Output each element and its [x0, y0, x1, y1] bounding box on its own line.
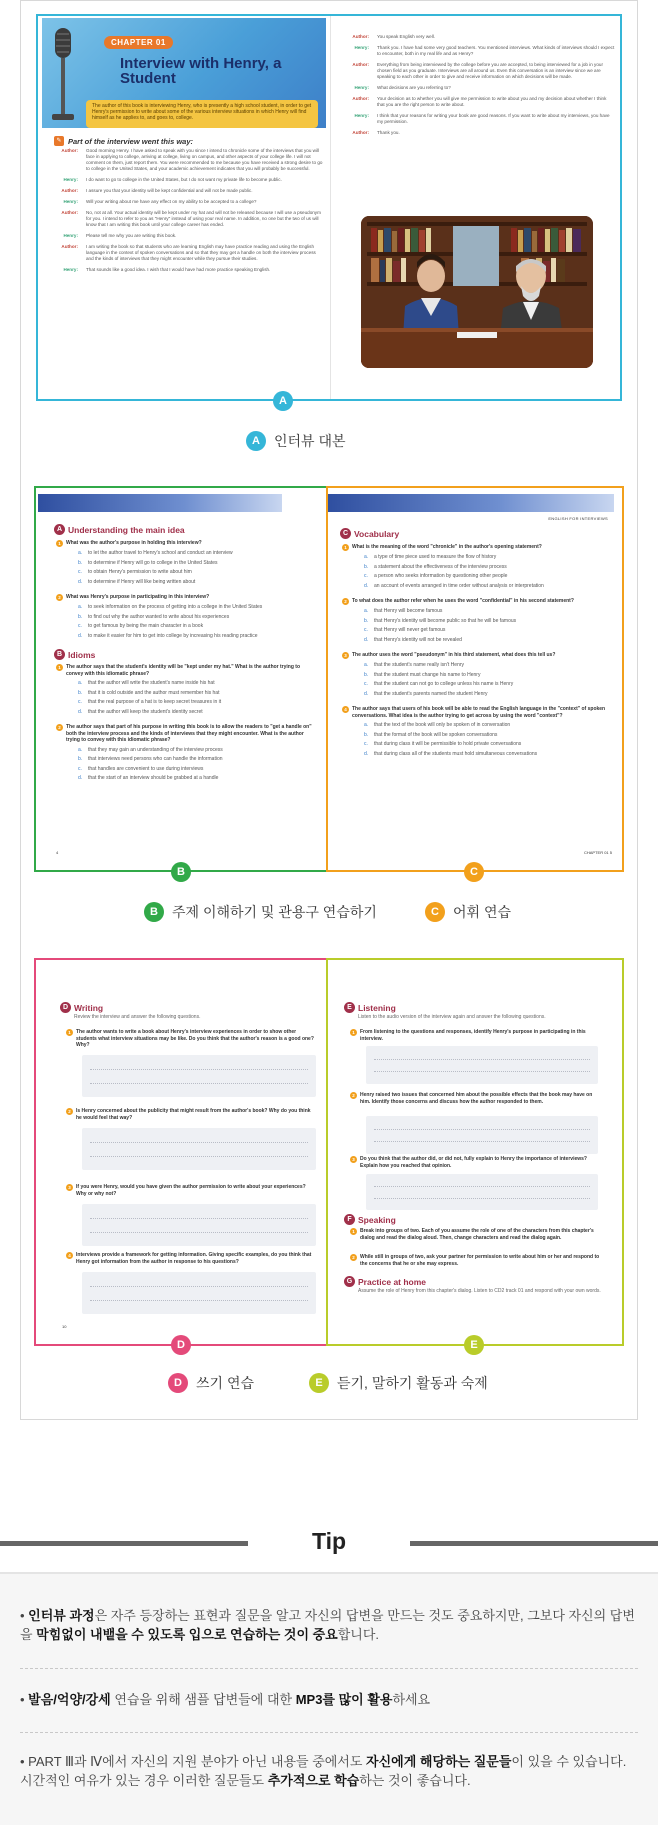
answer-area-1[interactable] — [82, 1055, 316, 1097]
question-text: Do you think that the author did, or did not, fully explain to Henry the importance of interviews? Explain how you reached that opinion. — [360, 1156, 587, 1169]
option[interactable] — [342, 741, 606, 748]
dialog-line — [337, 34, 615, 40]
dialog-right — [337, 34, 615, 141]
option-letter: c. — [364, 681, 368, 687]
tip-divider — [20, 1668, 638, 1669]
marker-d: D — [171, 1335, 191, 1355]
question-text: Interviews provide a framework for getting information. Giving specific examples, do you think that Henry got information from the author in response to his questions? — [76, 1252, 312, 1265]
dialog-line — [46, 267, 324, 273]
question — [56, 724, 312, 744]
option-text: that interviews need persons who can handle the information — [88, 756, 223, 762]
caption-b — [144, 902, 377, 922]
option[interactable] — [342, 751, 606, 758]
tip-text: 합니다. — [337, 1627, 380, 1642]
option-letter: b. — [78, 559, 83, 566]
exercise-letter: G — [344, 1276, 355, 1287]
option-text: to get famous by being the main character in a book — [88, 623, 204, 629]
option[interactable] — [342, 662, 606, 669]
question — [56, 594, 312, 601]
writing-question-2 — [66, 1108, 316, 1121]
question-text: From listening to the questions and responses, identify Henry's purpose in participating in this interview. — [360, 1029, 586, 1042]
option-text: that it is cold outside and the author must remember his hat — [88, 689, 220, 696]
tip-text: 연습을 위해 샘플 답변들에 대한 — [110, 1692, 296, 1707]
marker-b: B — [171, 862, 191, 882]
option-text: that the student must change his name to Henry — [374, 671, 481, 678]
question — [342, 544, 606, 551]
option-letter: b. — [78, 613, 83, 620]
caption-c — [425, 902, 511, 922]
header-subtitle: ENGLISH FOR INTERVIEWS — [548, 516, 608, 521]
question-text: To what does the author refer when he uses the word "confidential" in his second statement? — [352, 598, 574, 604]
question-number: 1 — [350, 1228, 357, 1235]
exercise-instruction: Listen to the audio version of the interview again and answer the following questions. — [358, 1014, 546, 1020]
page-header-band — [328, 494, 614, 521]
caption-a-text: 인터뷰 대본 — [274, 433, 346, 449]
option[interactable] — [342, 732, 606, 739]
option-text: to let the author travel to Henry's school and conduct an interview — [88, 550, 233, 556]
option[interactable] — [342, 672, 606, 679]
line-text: Will your writing about me have any effect on my ability to be accepted to a college? — [86, 199, 257, 204]
tip-bold: 발음/억양/강세 — [28, 1692, 111, 1707]
section-d-writing — [34, 958, 330, 1346]
question-number: 3 — [66, 1184, 73, 1191]
answer-area-1[interactable] — [366, 1046, 598, 1084]
option-text: that Henry will become famous — [374, 608, 443, 614]
dialog-line — [337, 62, 615, 80]
question-number: 2 — [56, 724, 63, 731]
option-letter: a. — [364, 722, 369, 728]
speaker: Henry: — [354, 45, 369, 50]
option[interactable] — [56, 756, 312, 763]
question-number: 1 — [66, 1029, 73, 1036]
page-number: 10 — [62, 1324, 67, 1329]
line-text: You speak English very well. — [377, 34, 436, 39]
section-b-understanding-idioms — [34, 486, 328, 872]
option-text: that Henry will never get famous — [374, 627, 446, 633]
caption-marker-c: C — [425, 902, 445, 922]
page-header-band — [38, 494, 282, 512]
option[interactable] — [342, 564, 606, 571]
option-letter: b. — [364, 563, 369, 570]
exercise-c-title — [340, 528, 399, 539]
tip-title: Tip — [311, 1528, 347, 1554]
option[interactable] — [56, 614, 312, 621]
microphone-icon — [46, 26, 80, 122]
option-text: that the author will keep the student's identity secret — [88, 708, 203, 715]
option[interactable] — [56, 699, 312, 706]
tip-bold: 추가적으로 학습 — [267, 1773, 360, 1788]
section-a-left-page — [38, 16, 330, 399]
section-a-right-page — [330, 16, 622, 399]
speaking-task-1 — [350, 1228, 600, 1241]
option-letter: b. — [364, 617, 369, 624]
exercise-d-title — [60, 1002, 103, 1013]
question-number: 4 — [342, 706, 349, 713]
question-text: What was Henry's purpose in participating in this interview? — [66, 594, 210, 600]
option[interactable] — [56, 775, 312, 782]
option-text: that they may gain an understanding of the interview process — [88, 746, 223, 753]
speaking-task-2 — [350, 1254, 600, 1267]
option[interactable] — [56, 680, 312, 687]
speaker: Henry: — [354, 113, 369, 118]
question-number: 4 — [66, 1252, 73, 1259]
option-letter: a. — [78, 604, 83, 610]
exercise-name: Understanding the main idea — [68, 524, 185, 535]
caption-b-text: 주제 이해하기 및 관용구 연습하기 — [172, 904, 377, 920]
option-text: that during class it will be permissible to hold private conversations — [374, 741, 522, 747]
exercise-letter: C — [340, 528, 351, 539]
question — [342, 598, 606, 605]
dialog-line — [46, 210, 324, 228]
question — [342, 652, 606, 659]
marker-e: E — [464, 1335, 484, 1355]
option-text: that the text of the book will only be spoken of in conversation — [374, 722, 511, 728]
writing-question-3 — [66, 1184, 316, 1197]
caption-e-text: 듣기, 말하기 활동과 숙제 — [337, 1375, 488, 1391]
option[interactable] — [342, 722, 606, 729]
option-text: that handles are convenient to use during interviews — [88, 765, 204, 772]
part-heading — [54, 136, 193, 146]
option-letter: c. — [78, 623, 82, 629]
answer-area-3[interactable] — [82, 1204, 316, 1246]
exercise-letter: E — [344, 1002, 355, 1013]
line-text: Thank you. — [377, 130, 400, 135]
option-text: to make it easier for him to get into college by increasing his reading practice — [88, 632, 258, 639]
line-text: What decisions are you referring to? — [377, 85, 451, 90]
exercise-letter: F — [344, 1214, 355, 1225]
option-text: that the student can not go to college unless his name is Henry — [374, 681, 514, 687]
tip-divider — [20, 1732, 638, 1733]
exercise-letter: D — [60, 1002, 71, 1013]
question-text: The author uses the word "pseudonym" in his third statement, what does this tell us? — [352, 652, 556, 658]
option[interactable] — [342, 681, 606, 688]
chapter-intro: The author of this book is interviewing Henry, who is presently a high school student, in order to get Henry's permission to write about some of the various interview situations in which Henry will find himself as he applies to, and goes to, college. — [86, 100, 318, 128]
option[interactable] — [56, 569, 312, 576]
tip-text: 하세요 — [392, 1692, 431, 1707]
question-text: What was the author's purpose in holding this interview? — [66, 540, 202, 546]
option[interactable] — [342, 554, 606, 561]
homework-instruction: Assume the role of Henry from this chapter's dialog. Listen to CD2 track 01 and respond with your own words. — [358, 1288, 601, 1294]
line-text: I am writing the book so that students who are learning English may have practice reading and using the English language in the context of spoken conversations and so that they may get a handle on both the interview process and the kinds of interviews that they might encounter while they pursue their studies. — [86, 244, 316, 261]
option-letter: a. — [364, 662, 369, 668]
option-text: a statement about the effectiveness of the interview process — [374, 563, 507, 570]
tip-text: 은 자주 등장하는 표현과 질문을 알고 자신의 답변을 만드는 것도 중요하지만, 그보다 자신의 답변을 — [20, 1608, 635, 1642]
option-letter: c. — [78, 699, 82, 705]
option-text: that the real purpose of a hat is to keep secret treasures in it — [88, 699, 222, 705]
option-letter: d. — [364, 582, 369, 589]
exercise-name: Speaking — [358, 1214, 396, 1225]
dialog-line — [46, 233, 324, 239]
speaker: Author: — [352, 96, 369, 101]
pencil-icon: ✎ — [54, 136, 64, 146]
section-c-vocabulary — [326, 486, 624, 872]
exercise-letter: A — [54, 524, 65, 535]
option-letter: d. — [364, 636, 369, 643]
marker-c: C — [464, 862, 484, 882]
option-letter: b. — [364, 731, 369, 738]
answer-area-3[interactable] — [366, 1174, 598, 1210]
question-text: The author says that the student's identity will be "kept under my hat." What is the author trying to convey with this idiomatic phrase? — [66, 664, 301, 677]
option[interactable] — [56, 690, 312, 697]
tip-bold: 인터뷰 과정 — [28, 1608, 95, 1623]
caption-d — [168, 1373, 254, 1393]
line-text: That sounds like a good idea. I wish that I would have had more practice speaking English. — [86, 267, 271, 272]
speaker: Author: — [61, 244, 78, 249]
option-letter: c. — [78, 569, 82, 575]
question — [56, 664, 312, 677]
line-text: Everything from being interviewed by the college before you are accepted, to being interviewed for a job in your chosen field as you graduate. Interviews are all around us. Even this conversation is an interview since we are speaking to each other in order to give and receive information on which decisions will be made. — [377, 62, 603, 79]
option-letter: b. — [78, 689, 83, 696]
speaker: Author: — [352, 130, 369, 135]
exercise-name: Listening — [358, 1002, 396, 1013]
option-text: that Henry's identity will not be revealed — [374, 636, 462, 643]
question-text: Is Henry concerned about the publicity that might result from the author's book? Why do you think he would feel that way? — [76, 1108, 311, 1121]
dialog-line — [46, 177, 324, 183]
caption-marker-a: A — [246, 431, 266, 451]
option-text: a type of time piece used to measure the flow of history — [374, 554, 497, 560]
speaker: Author: — [61, 188, 78, 193]
tip-item-3: • PART Ⅲ과 Ⅳ에서 자신의 지원 분야가 아닌 내용들 중에서도 자신에게 해당하는 질문들이 있을 수 있습니다. 시간적인 여유가 있는 경우 이러한 질문들도 추가적으로 학습하는 것이 좋습니다. — [20, 1754, 627, 1788]
option-letter: b. — [364, 671, 369, 678]
option-text: that the author will write the student's name inside his hat — [88, 680, 215, 686]
tip-text: 하는 것이 좋습니다. — [359, 1773, 471, 1788]
option-text: to find out why the author wanted to write about his experiences — [88, 613, 230, 620]
question-text: The author says that users of his book will be able to read the English language in the "context" of spoken conversations. What idea is the author trying to get across by using the word "context"? — [352, 706, 606, 719]
part-heading-text: Part of the interview went this way: — [68, 136, 194, 146]
option[interactable] — [342, 608, 606, 615]
question-number: 1 — [56, 540, 63, 547]
option-text: that the student's name really isn't Henry — [374, 662, 465, 668]
question-text: While still in groups of two, ask your partner for permission to write about him or her and respond to the concerns that he or she may express. — [360, 1254, 600, 1267]
question-number: 2 — [342, 598, 349, 605]
question-text: If you were Henry, would you have given the author permission to write about your experiences? Why or why not? — [76, 1184, 306, 1197]
option[interactable] — [56, 747, 312, 754]
dialog-line — [46, 199, 324, 205]
tip-text: 이 있을 수 있습니다. 시간적인 여유가 있는 경우 이러한 질문들도 — [20, 1754, 627, 1788]
speaker: Henry: — [63, 267, 78, 272]
tip-bold: 자신에게 해당하는 질문들 — [366, 1754, 512, 1769]
tip-box — [0, 1572, 658, 1825]
option[interactable] — [56, 633, 312, 640]
line-text: Thank you. I have had some very good teachers. You mentioned interviews. What kinds of interviews should I expect to encounter, both in my real life and as Henry? — [377, 45, 615, 56]
option-text: that the student's parents named the student Henry — [374, 690, 488, 697]
chapter-badge: CHAPTER 01 — [104, 36, 173, 49]
option-letter: d. — [364, 690, 369, 697]
tip-text: PART Ⅲ과 Ⅳ에서 자신의 지원 분야가 아닌 내용들 중에서도 — [28, 1754, 367, 1769]
speaker: Author: — [352, 62, 369, 67]
option[interactable] — [56, 560, 312, 567]
answer-area-2[interactable] — [82, 1128, 316, 1170]
option[interactable] — [342, 627, 606, 634]
answer-area-4[interactable] — [82, 1272, 316, 1314]
chapter-hero-banner — [42, 18, 326, 128]
tip-item-2: • 발음/억양/강세 연습을 위해 샘플 답변들에 대한 MP3를 많이 활용하세요 — [20, 1692, 431, 1707]
option-letter: d. — [78, 632, 83, 639]
speaker: Author: — [61, 148, 78, 153]
question-number: 3 — [342, 652, 349, 659]
option-text: that Henry's identity will become public so that he will be famous — [374, 617, 517, 624]
caption-marker-d: D — [168, 1373, 188, 1393]
question-number: 2 — [66, 1108, 73, 1115]
line-text: I do want to go to college in the United States, but I do not want my private life to become public. — [86, 177, 282, 182]
line-text: Please tell me why you are writing this book. — [86, 233, 177, 238]
dialog-line — [46, 188, 324, 194]
tip-bold: MP3를 많이 활용 — [295, 1692, 393, 1707]
option-letter: a. — [78, 550, 83, 556]
option-letter: c. — [78, 765, 82, 772]
section-a-interview-script — [36, 14, 622, 401]
caption-marker-e: E — [309, 1373, 329, 1393]
question-text: Break into groups of two. Each of you assume the role of one of the characters from this chapter's dialog and read the dialog aloud. Then, change characters and read the dialog again. — [360, 1228, 594, 1241]
page-number: CHAPTER 01 5 — [583, 850, 612, 855]
caption-a — [246, 431, 346, 451]
option-text: to obtain Henry's permission to write about him — [88, 569, 192, 575]
option-letter: d. — [78, 708, 83, 715]
exercise-f-title — [344, 1214, 396, 1225]
option-letter: a. — [364, 608, 369, 614]
option[interactable] — [342, 573, 606, 580]
option-letter: b. — [78, 756, 83, 762]
tip-item-1: • 인터뷰 과정은 자주 등장하는 표현과 질문을 알고 자신의 답변을 만드는 것도 중요하지만, 그보다 자신의 답변을 막힘없이 내뱉을 수 있도록 입으로 연습하는 것이 중요합니다. — [20, 1608, 635, 1642]
option-letter: c. — [364, 573, 368, 579]
speaker: Henry: — [63, 233, 78, 238]
question-text: The author wants to write a book about Henry's interview experiences in order to show other students what interview situations may be like. Do you think that the author's reason is a good one? Why? — [76, 1029, 314, 1048]
exercise-e-title — [344, 1002, 396, 1013]
exercise-g-title — [344, 1276, 426, 1287]
question-number: 3 — [350, 1156, 357, 1163]
option-letter: d. — [78, 775, 83, 781]
exercise-name: Writing — [74, 1002, 104, 1013]
dialog-line — [337, 45, 615, 57]
question-number: 2 — [350, 1254, 357, 1261]
question-text: What is the meaning of the word "chronicle" in the author's opening statement? — [352, 544, 542, 550]
question-number: 1 — [342, 544, 349, 551]
caption-marker-b: B — [144, 902, 164, 922]
question-number: 2 — [56, 594, 63, 601]
exercise-a-title — [54, 524, 185, 535]
dialog-line — [337, 113, 615, 125]
question — [56, 540, 312, 547]
listening-question-2 — [350, 1092, 600, 1105]
option-text: that the start of an interview should be grabbed at a handle — [88, 775, 219, 781]
option-letter: c. — [364, 627, 368, 633]
answer-area-2[interactable] — [366, 1116, 598, 1154]
writing-question-1 — [66, 1029, 316, 1049]
dialog-line — [337, 130, 615, 136]
dialog-line — [337, 96, 615, 108]
dialog-left — [46, 148, 324, 278]
exercise-instruction: Review the interview and answer the following questions. — [74, 1014, 201, 1020]
interview-photo — [361, 216, 593, 368]
exercise-b-title — [54, 649, 95, 660]
question-number: 1 — [350, 1029, 357, 1036]
line-text: I think that your reasons for writing your book are good reasons. If you want to write about my interviews, you have my permission. — [377, 113, 610, 124]
line-text: Your decision as to whether you will give me permission to write about you and my decision about whether I think that you are the right person to write about. — [377, 96, 607, 107]
listening-question-3 — [350, 1156, 600, 1169]
option[interactable] — [56, 766, 312, 773]
option-text: that the format of the book will be spoken conversations — [374, 731, 498, 738]
writing-question-4 — [66, 1252, 316, 1265]
questions-b-2 — [56, 664, 312, 782]
option[interactable] — [56, 550, 312, 557]
questions-b-1 — [56, 540, 312, 639]
option[interactable] — [56, 604, 312, 611]
option-letter: a. — [78, 680, 83, 686]
option-letter: c. — [364, 741, 368, 747]
tip-bold: 막힘없이 내뱉을 수 있도록 입으로 연습하는 것이 중요 — [36, 1627, 338, 1642]
caption-d-text: 쓰기 연습 — [196, 1375, 254, 1391]
line-text: No, not at all. Your actual identity will be kept under my hat and will not be released because I will use a pseudonym for you. I intend to refer to you as "Henry" instead of using your real name. In addition, no one but the two of us will know that I am writing this book until your college career has ended. — [86, 210, 321, 227]
question-text: The author says that part of his purpose in writing this book is to allow the readers to "get a handle on" both the interview process and the kinds of interviews that they might encounter. What is the author trying to convey with this idiomatic phrase? — [66, 724, 312, 743]
line-text: Good morning Henry. I have asked to speak with you since I intend to chronicle some of the interviews that you will face in applying to college, arriving at college, living on campus, and other aspects of your college life. I will not comment on them, just report them. You were recommended to me because you have received a strong desire to go to college in the United States, and your academic achievement indicates that you will probably be successful. — [86, 148, 323, 171]
caption-c-text: 어휘 연습 — [453, 904, 511, 920]
question-number: 2 — [350, 1092, 357, 1099]
listening-question-1 — [350, 1029, 600, 1042]
questions-c — [342, 544, 606, 757]
line-text: I assure you that your identity will be kept confidential and will not be made public. — [86, 188, 253, 193]
option-text: to determine if Henry will like being written about — [88, 578, 196, 585]
question-text: Henry raised two issues that concerned him about the possible effects that the book may have on him. Identify those concerns and discuss how the author responded to them. — [360, 1092, 593, 1105]
exercise-name: Idioms — [68, 649, 96, 660]
exercise-name: Vocabulary — [354, 528, 400, 539]
option[interactable] — [56, 623, 312, 630]
question-number: 1 — [56, 664, 63, 671]
section-e-listening-speaking — [326, 958, 624, 1346]
option-text: to determine if Henry will go to college in the United States — [88, 559, 218, 566]
option-letter: a. — [364, 554, 369, 560]
option-letter: d. — [364, 750, 369, 757]
option-letter: d. — [78, 578, 83, 585]
option-text: that during class all of the students must hold simultaneous conversations — [374, 750, 538, 757]
dialog-line — [46, 244, 324, 262]
exercise-name: Practice at home — [358, 1276, 427, 1287]
caption-e — [309, 1373, 488, 1393]
question — [342, 706, 606, 719]
page-number: 4 — [56, 850, 59, 855]
dialog-line — [337, 85, 615, 91]
speaker: Henry: — [63, 199, 78, 204]
option-text: to seek information on the process of getting into a college in the United States — [88, 604, 263, 610]
exercise-letter: B — [54, 649, 65, 660]
marker-a: A — [273, 391, 293, 411]
option-text: an account of events arranged in time order without analysis or interpretation — [374, 582, 544, 589]
speaker: Henry: — [354, 85, 369, 90]
speaker: Author: — [352, 34, 369, 39]
dialog-line — [46, 148, 324, 172]
speaker: Author: — [61, 210, 78, 215]
option-text: a person who seeks information by questioning other people — [374, 573, 508, 579]
speaker: Henry: — [63, 177, 78, 182]
chapter-title: Interview with Henry, a Student — [120, 55, 282, 87]
option-letter: a. — [78, 746, 83, 753]
option[interactable] — [342, 618, 606, 625]
